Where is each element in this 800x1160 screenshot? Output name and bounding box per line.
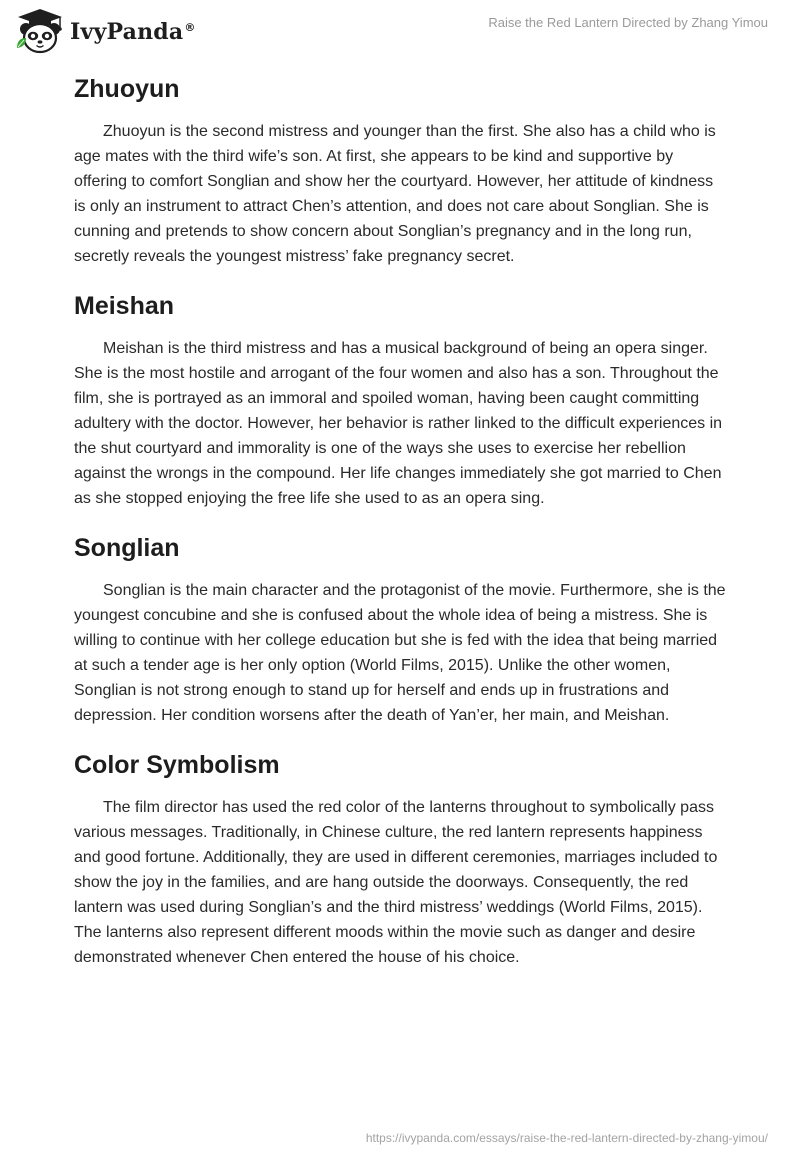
source-url[interactable]: https://ivypanda.com/essays/raise-the-red-lantern-directed-by-zhang-yimou/ [365, 1131, 768, 1145]
section-paragraph: Songlian is the main character and the protagonist of the movie. Furthermore, she is the youngest concubine and she is confused about the whole idea of being a mistress. She is willing to continue with her college education but she is fed with the idea that being married at such a tender age is her only option (World Films, 2015). Unlike the other women, Songlian is not strong enough to stand up for herself and ends up in frustrations and depression. Her condition worsens after the death of Yan’er, her main, and Meishan. [74, 582, 726, 724]
section-meishan [74, 289, 726, 511]
section-heading: Meishan [74, 292, 175, 320]
section-songlian [74, 531, 726, 728]
page-header [0, 0, 800, 60]
section-heading: Songlian [74, 534, 180, 562]
section-heading: Zhuoyun [74, 75, 180, 103]
section-heading: Color Symbolism [74, 751, 280, 779]
registered-mark: ® [184, 20, 196, 34]
essay-content [74, 72, 726, 970]
brand-name: IvyPanda® [70, 19, 196, 45]
panda-graduate-icon [14, 8, 66, 54]
section-paragraph: The film director has used the red color of the lanterns throughout to symbolically pass various messages. Traditionally, in Chinese culture, the red lantern represents happiness and good fortune. Additionally, they are used in different ceremonies, marriages included to show the joy in the families, and are hang outside the doorways. Consequently, the red lantern was used during Songlian’s and the third mistress’ weddings (World Films, 2015). The lanterns also represent different moods within the movie such as danger and desire demonstrated whenever Chen entered the house of his choice. [74, 799, 718, 966]
document-title: Raise the Red Lantern Directed by Zhang Yimou [488, 15, 768, 30]
section-zhuoyun [74, 72, 726, 269]
section-paragraph: Meishan is the third mistress and has a musical background of being an opera singer. She is the most hostile and arrogant of the four women and also has a son. Throughout the film, she is portrayed as an immoral and spoiled woman, having been caught committing adultery with the doctor. However, her behavior is rather linked to the difficult experiences in the shut courtyard and immorality is one of the ways she uses to exercise her rebellion against the wrongs in the compound. Her life changes immediately she got married to Chen as she stopped enjoying the free life she used to as an opera sing. [74, 340, 723, 507]
section-paragraph: Zhuoyun is the second mistress and younger than the first. She also has a child who is age mates with the third wife’s son. At first, she appears to be kind and supportive by offering to comfort Songlian and show her the courtyard. However, her attitude of kindness is only an instrument to attract Chen’s attention, and does not care about Songlian. She is cunning and pretends to show concern about Songlian’s pregnancy and in the long run, secretly reveals the youngest mistress’ fake pregnancy secret. [74, 123, 716, 265]
section-color-symbolism [74, 748, 726, 970]
brand-logo[interactable] [14, 8, 196, 54]
